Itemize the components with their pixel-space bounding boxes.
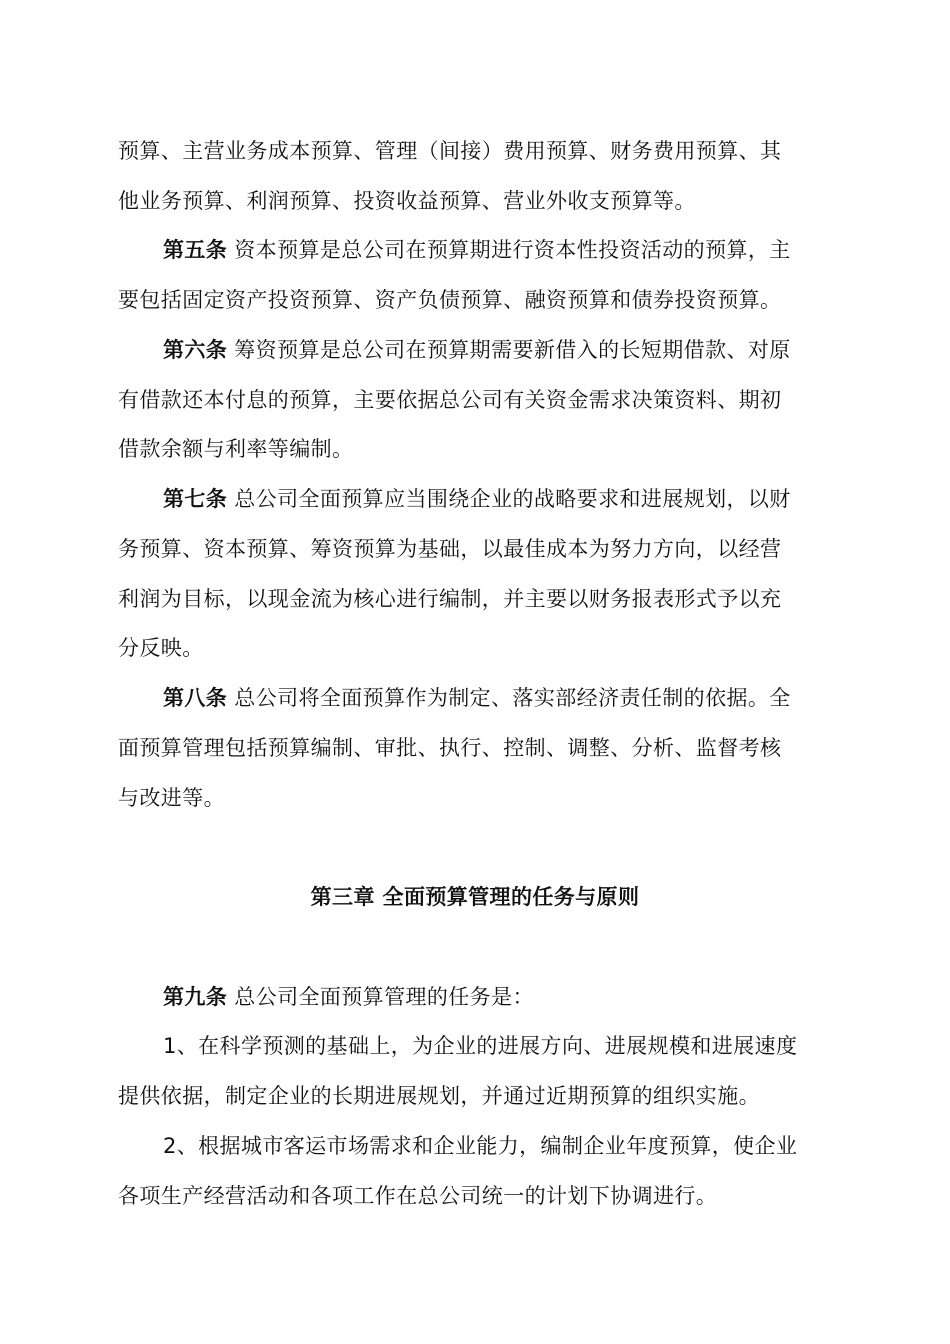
text-line: 借款余额与利率等编制。	[118, 437, 354, 461]
article-6-text: 筹资预算是总公司在预算期需要新借入的长短期借款、对原	[227, 338, 791, 362]
article-7-first-line	[163, 484, 791, 514]
article-9-label: 第九条	[163, 985, 228, 1009]
article-9-text: 总公司全面预算管理的任务是：	[227, 985, 534, 1009]
article-7-label: 第七条	[163, 487, 228, 511]
text-line: 他业务预算、利润预算、投资收益预算、营业外收支预算等。	[118, 189, 696, 213]
list-item-1-first-line: 1、在科学预测的基础上，为企业的进展方向、进展规模和进展速度	[163, 1034, 798, 1058]
article-5-label: 第五条	[163, 238, 228, 262]
article-5-first-line	[163, 235, 791, 265]
article-8-text: 总公司将全面预算作为制定、落实部经济责任制的依据。全	[227, 686, 791, 710]
chapter-title: 第三章 全面预算管理的任务与原则	[310, 885, 640, 909]
list-item-2-first-line: 2、根据城市客运市场需求和企业能力，编制企业年度预算，使企业	[163, 1134, 798, 1158]
text-line: 预算、主营业务成本预算、管理（间接）费用预算、财务费用预算、其	[118, 139, 782, 163]
text-line: 与改进等。	[118, 786, 225, 810]
article-8-first-line	[163, 683, 791, 713]
text-line: 要包括固定资产投资预算、资产负债预算、融资预算和债券投资预算。	[118, 288, 782, 312]
text-line: 务预算、资本预算、筹资预算为基础，以最佳成本为努力方向，以经营	[118, 537, 782, 561]
article-6-label: 第六条	[163, 338, 228, 362]
article-6-first-line	[163, 335, 791, 365]
text-line: 有借款还本付息的预算，主要依据总公司有关资金需求决策资料、期初	[118, 388, 782, 412]
article-9-first-line	[163, 982, 534, 1012]
text-line: 面预算管理包括预算编制、审批、执行、控制、调整、分析、监督考核	[118, 736, 782, 760]
article-7-text: 总公司全面预算应当围绕企业的战略要求和进展规划，以财	[227, 487, 791, 511]
article-5-text: 资本预算是总公司在预算期进行资本性投资活动的预算，主	[227, 238, 791, 262]
text-line: 提供依据，制定企业的长期进展规划，并通过近期预算的组织实施。	[118, 1084, 760, 1108]
text-line: 利润为目标，以现金流为核心进行编制，并主要以财务报表形式予以充	[118, 587, 782, 611]
text-line: 各项生产经营活动和各项工作在总公司统一的计划下协调进行。	[118, 1184, 718, 1208]
article-8-label: 第八条	[163, 686, 228, 710]
text-line: 分反映。	[118, 636, 204, 660]
